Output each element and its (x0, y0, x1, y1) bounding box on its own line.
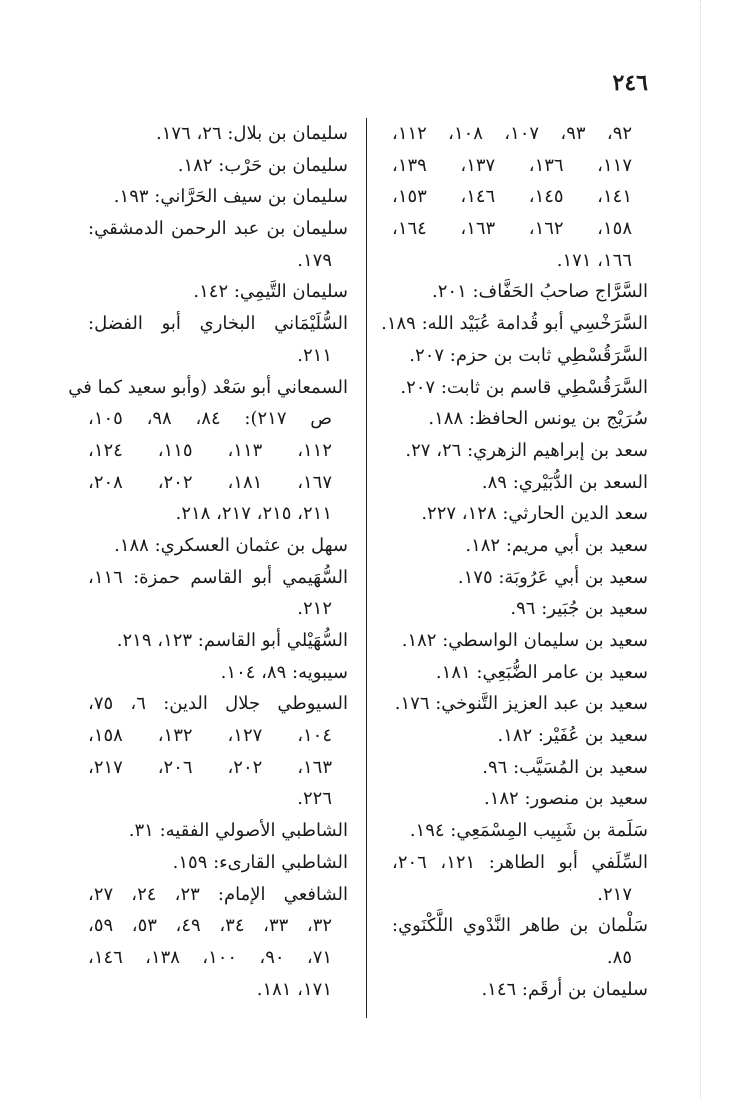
index-entry: سعيد بن المُسَيَّب: ٩٦. (482, 756, 648, 778)
index-entry-continuation: ٧١، ٩٠، ١٠٠، ١٣٨، ١٤٦، (88, 946, 333, 968)
index-entry: السَّرَخْسِي أبو قُدامة عُبَيْد الله: ١٨٩. (381, 313, 648, 335)
index-entry: الشاطبي القارىء: ١٥٩. (172, 851, 348, 873)
index-entry: السعد بن الدُّبَيْري: ٨٩. (481, 471, 648, 493)
index-entry: السَّرَقُسْطِي قاسم بن ثابت: ٢٠٧. (400, 376, 648, 398)
index-entry: سعد بن إبراهيم الزهري: ٢٦، ٢٧. (405, 439, 648, 461)
index-entry: سعيد بن جُبَير: ٩٦. (510, 598, 648, 620)
index-column-left (68, 118, 349, 1005)
index-entry: سيبويه: ٨٩، ١٠٤. (220, 661, 348, 683)
index-entry: سليمان بن بلال: ٢٦، ١٧٦. (156, 123, 348, 144)
index-entry: السُّهَيْلي أبو القاسم: ١٢٣، ٢١٩. (116, 630, 348, 651)
index-entry: سَلَمة بن شَبِيب المِسْمَعِي: ١٩٤. (409, 820, 648, 842)
index-column-right (381, 118, 648, 1005)
index-entry: السمعاني أبو سَعْد (وأبو سعيد كما في (68, 376, 348, 398)
index-entry: سعيد بن عُفَيْر: ١٨٢. (497, 725, 648, 747)
index-entry-continuation: ص ٢١٧): ٨٤، ٩٨، ١٠٥، (88, 408, 333, 430)
index-entry-continuation: ٢١١. (297, 344, 332, 366)
index-entry-continuation: ٢١١، ٢١٥، ٢١٧، ٢١٨. (175, 503, 332, 525)
index-entry: السَّرَّاج صاحبُ الحَفَّاف: ٢٠١. (432, 281, 648, 303)
index-entry-continuation: ١٠٤، ١٢٧، ١٣٢، ١٥٨، (88, 725, 333, 747)
page-number: ٢٤٦ (612, 70, 648, 96)
index-entry: سعيد بن عبد العزيز التَّنوخي: ١٧٦. (394, 693, 648, 715)
index-entry: سَلْمان بن طاهر النَّدْوي اللَّكْنَوي: (392, 915, 648, 937)
index-entry-continuation: ١٦٣، ٢٠٢، ٢٠٦، ٢١٧، (88, 756, 333, 778)
index-entry: سليمان بن سيف الحَرَّاني: ١٩٣. (113, 186, 348, 208)
index-entry: سُرَيْج بن يونس الحافظ: ١٨٨. (428, 408, 648, 430)
index-entry: سليمان بن عبد الرحمن الدمشقي: (88, 218, 348, 240)
index-entry: السَّرَقُسْطِي ثابت بن حزم: ٢٠٧. (409, 344, 648, 366)
index-entry: سعيد بن عامر الضُّبَعِي: ١٨١. (435, 661, 648, 683)
index-entry: السِّلَفي أبو الطاهر: ١٢١، ٢٠٦، (392, 851, 648, 873)
index-entry-continuation: ١٧١، ١٨١. (256, 978, 332, 1000)
index-entry: سعيد بن أبي عَرُوبَة: ١٧٥. (457, 566, 648, 588)
index-entry-continuation: ١٧٩. (297, 249, 332, 271)
index-entry-continuation: ١٥٨، ١٦٢، ١٦٣، ١٦٤، (392, 218, 632, 240)
index-entry: السيوطي جلال الدين: ٦، ٧٥، (88, 693, 348, 715)
index-entry-continuation: ٨٥. (606, 946, 632, 968)
index-entry: سهل بن عثمان العسكري: ١٨٨. (114, 534, 348, 556)
index-entry: سعيد بن سليمان الواسطي: ١٨٢. (401, 630, 648, 651)
index-entry-continuation: ١١٧، ١٣٦، ١٣٧، ١٣٩، (392, 154, 632, 176)
index-entry: سعيد بن منصور: ١٨٢. (483, 788, 648, 810)
index-entry-continuation: ١١٢، ١١٣، ١١٥، ١٢٤، (88, 439, 333, 461)
index-entry: سليمان التَّيمِي: ١٤٢. (193, 281, 348, 303)
index-entry: سعيد بن أبي مريم: ١٨٢. (465, 534, 648, 556)
index-entry-continuation: ٩٢، ٩٣، ١٠٧، ١٠٨، ١١٢، (392, 123, 633, 144)
index-entry: الشافعي الإمام: ٢٣، ٢٤، ٢٧، (88, 883, 349, 905)
index-entry: الشاطبي الأصولي الفقيه: ٣١. (128, 820, 348, 842)
index-entry-continuation: ١٦٦، ١٧١. (556, 249, 632, 271)
page-fold-mark (700, 0, 701, 1100)
index-entry: السُّهَيمي أبو القاسم حمزة: ١١٦، (88, 566, 348, 588)
index-entry-continuation: ٢٢٦. (297, 788, 332, 810)
index-entry: سعد الدين الحارثي: ١٢٨، ٢٢٧. (421, 503, 648, 525)
index-entry: السُّلَيْمَاني البخاري أبو الفضل: (88, 313, 348, 335)
index-entry-continuation: ١٦٧، ١٨١، ٢٠٢، ٢٠٨، (88, 471, 333, 493)
index-entry-continuation: ٣٢، ٣٣، ٣٤، ٤٩، ٥٣، ٥٩، (88, 915, 333, 937)
column-divider (366, 118, 367, 1018)
index-entry: سليمان بن حَرْب: ١٨٢. (177, 154, 348, 176)
index-entry: سليمان بن أرقَم: ١٤٦. (481, 978, 648, 1000)
index-entry-continuation: ٢١٢. (297, 598, 332, 620)
index-entry-continuation: ١٤١، ١٤٥، ١٤٦، ١٥٣، (392, 186, 632, 208)
index-entry-continuation: ٢١٧. (597, 883, 632, 905)
